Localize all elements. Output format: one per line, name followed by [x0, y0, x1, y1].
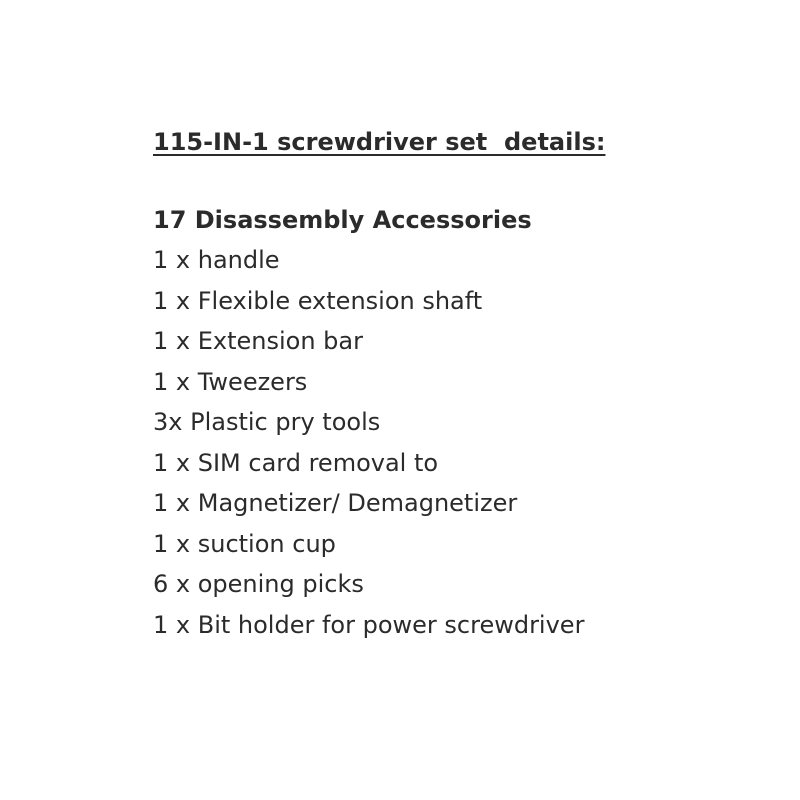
- list-item: 1 x suction cup: [153, 529, 336, 558]
- list-item: 1 x Flexible extension shaft: [153, 286, 483, 315]
- accessory-list: [153, 240, 773, 645]
- list-item: 1 x Extension bar: [153, 327, 363, 355]
- list-item: 1 x Tweezers: [153, 367, 308, 396]
- product-details-document: [153, 124, 773, 645]
- list-item: 3x Plastic pry tools: [153, 408, 381, 436]
- list-item: 1 x Bit holder for power screwdriver: [153, 610, 585, 639]
- section-heading: 17 Disassembly Accessories: [153, 206, 532, 234]
- list-item: 1 x handle: [153, 246, 280, 274]
- list-item: 6 x opening picks: [153, 570, 364, 598]
- list-item: 1 x Magnetizer/ Demagnetizer: [153, 489, 518, 517]
- list-item: 1 x SIM card removal to: [153, 448, 439, 477]
- document-title: 115-IN-1 screwdriver set details:: [153, 128, 606, 156]
